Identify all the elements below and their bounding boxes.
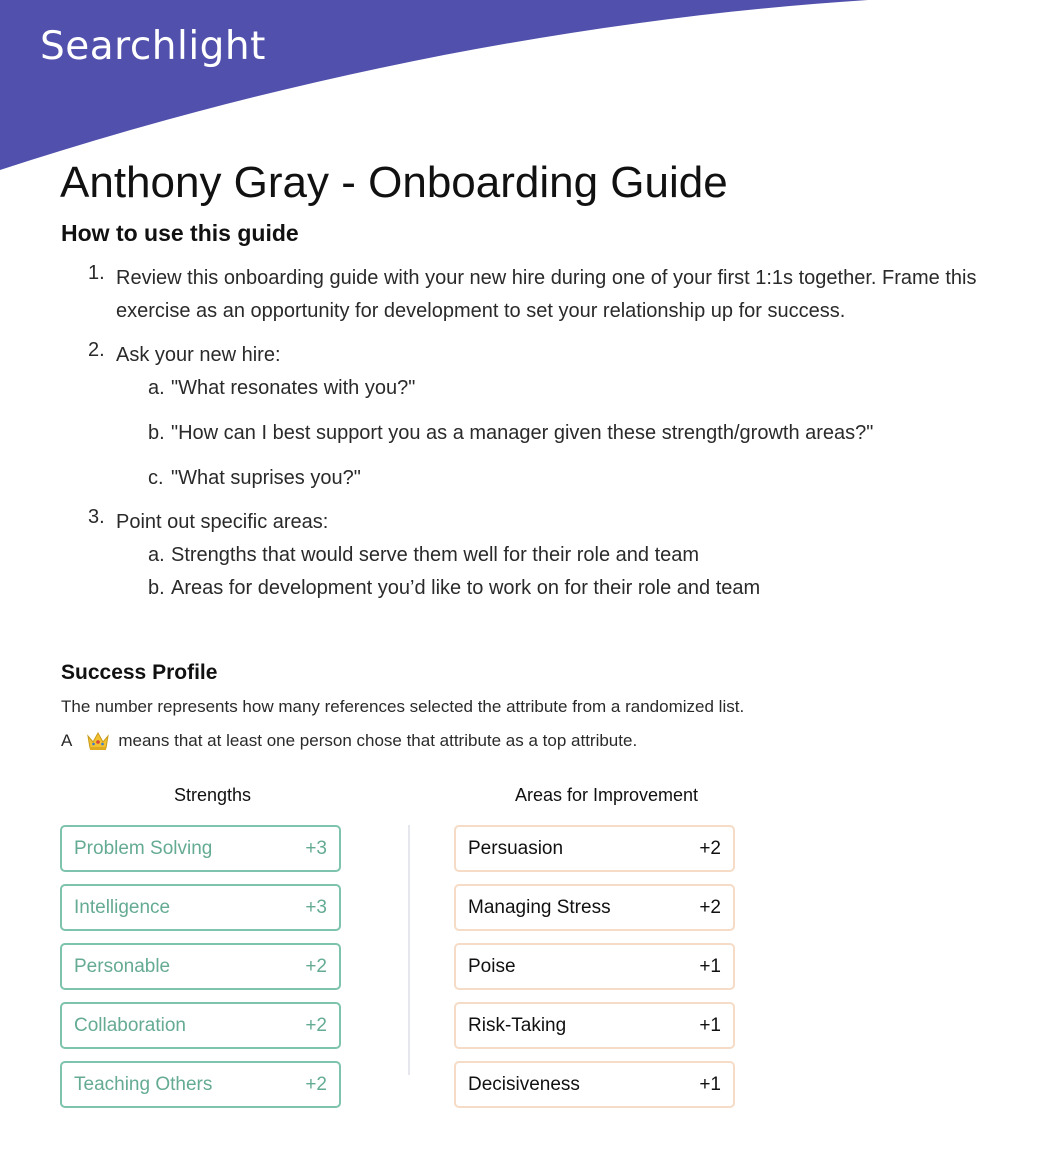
step-number: 1.: [88, 262, 105, 284]
sub-letter: a.: [148, 544, 165, 566]
attribute-label: Poise: [468, 955, 516, 977]
strengths-list: [60, 825, 341, 1120]
sub-text: Strengths that would serve them well for their role and team: [171, 544, 700, 566]
sub-letter: c.: [148, 467, 164, 489]
strength-pill: [60, 1002, 341, 1049]
sub-item: [148, 539, 988, 572]
improvement-pill: [454, 1002, 735, 1049]
step-number: 2.: [88, 339, 105, 361]
sub-text: "How can I best support you as a manager given these strength/growth areas?": [171, 422, 874, 444]
sub-list: [148, 372, 988, 495]
attribute-label: Collaboration: [74, 1014, 186, 1036]
attribute-score: +2: [699, 896, 721, 918]
legend-suffix: means that at least one person chose that attribute as a top attribute.: [118, 731, 638, 750]
sub-letter: a.: [148, 377, 165, 399]
improvement-pill: [454, 884, 735, 931]
attribute-score: +2: [305, 955, 327, 977]
improvements-heading: Areas for Improvement: [514, 785, 699, 805]
sub-item: [148, 372, 988, 405]
sub-letter: b.: [148, 577, 165, 599]
attribute-score: +2: [305, 1073, 327, 1095]
improvement-pill: [454, 1061, 735, 1108]
step-number: 3.: [88, 506, 105, 528]
step-item: [88, 506, 988, 605]
sub-item: [148, 417, 988, 450]
success-profile-description: The number represents how many references selected the attribute from a randomized list.: [61, 697, 745, 716]
attribute-label: Risk-Taking: [468, 1014, 567, 1036]
sub-text: "What suprises you?": [171, 467, 361, 489]
attribute-score: +2: [305, 1014, 327, 1036]
success-profile-heading: Success Profile: [61, 661, 218, 684]
sub-item: [148, 462, 988, 495]
how-to-heading: How to use this guide: [61, 220, 299, 246]
step-text: Ask your new hire:: [116, 344, 281, 366]
column-divider: [408, 825, 410, 1075]
step-item: [88, 262, 988, 328]
step-text: Point out specific areas:: [116, 511, 329, 533]
strengths-heading: Strengths: [173, 785, 252, 805]
attribute-score: +1: [699, 955, 721, 977]
attribute-label: Intelligence: [74, 896, 171, 918]
attribute-score: +2: [699, 837, 721, 859]
sub-list: [148, 539, 988, 605]
step-text: Review this onboarding guide with your new hire during one of your first 1:1s together. Frame this exercise as an opportunity for development to set your relationship up for success.: [116, 267, 977, 322]
sub-text: "What resonates with you?": [171, 377, 416, 399]
attribute-score: +3: [305, 896, 327, 918]
sub-text: Areas for development you’d like to work on for their role and team: [171, 577, 761, 599]
step-item: [88, 339, 988, 495]
attribute-label: Teaching Others: [74, 1073, 213, 1095]
crown-legend: [61, 730, 637, 752]
improvement-pill: [454, 943, 735, 990]
strength-pill: [60, 943, 341, 990]
strength-pill: [60, 825, 341, 872]
attribute-label: Personable: [74, 955, 171, 977]
improvement-pill: [454, 825, 735, 872]
attribute-label: Managing Stress: [468, 896, 611, 918]
sub-letter: b.: [148, 422, 165, 444]
attribute-label: Decisiveness: [468, 1073, 580, 1095]
improvements-list: [454, 825, 735, 1120]
attribute-label: Problem Solving: [74, 837, 213, 859]
strength-pill: [60, 884, 341, 931]
crown-icon: [86, 730, 110, 752]
attribute-label: Persuasion: [468, 837, 564, 859]
page-title: Anthony Gray - Onboarding Guide: [60, 158, 728, 207]
attribute-score: +1: [699, 1014, 721, 1036]
attribute-score: +3: [305, 837, 327, 859]
legend-prefix: A: [61, 731, 73, 750]
steps-list: [88, 262, 988, 605]
strength-pill: [60, 1061, 341, 1108]
sub-item: [148, 572, 988, 605]
searchlight-logo: Searchlight: [40, 24, 266, 69]
attribute-score: +1: [699, 1073, 721, 1095]
